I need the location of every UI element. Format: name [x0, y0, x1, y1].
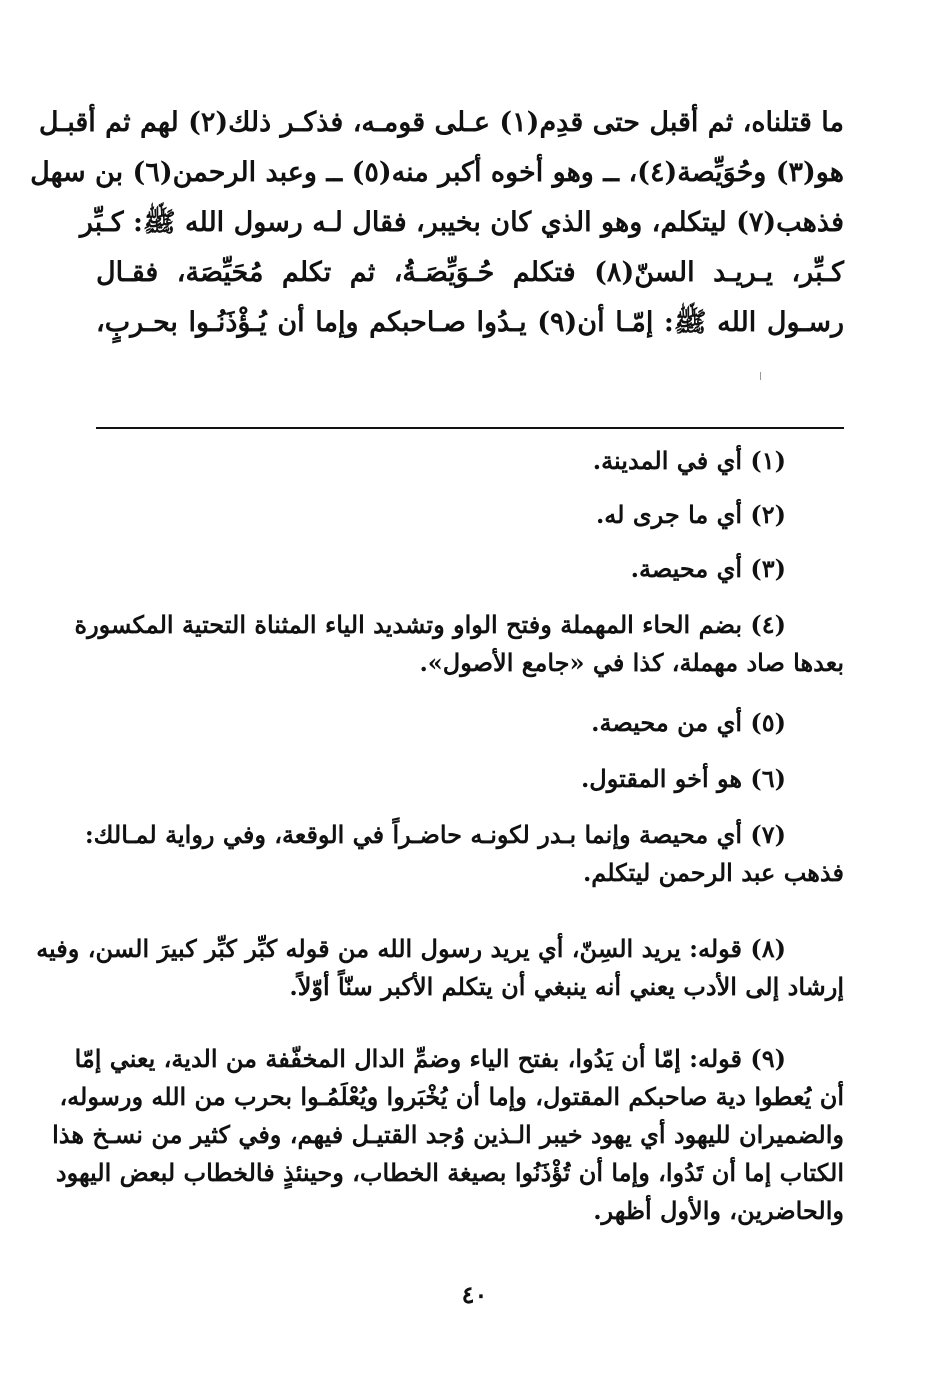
- footnote-3: [631, 550, 844, 588]
- footnote-line: (٤) بضم الحاء المهملة وفتح الواو وتشديد الياء المثناة التحتية المكسورة: [74, 610, 786, 639]
- footnote-line: (٥) أي من محيصة.: [591, 708, 786, 737]
- main-line: هو(٣) وحُوَيِّصة(٤)، ــ وهو أخوه أكبر منه(٥) ــ وعبد الرحمن(٦) بن سهل: [30, 157, 844, 188]
- footnote-line: الكتاب إما أن تَدُوا، وإما أن تُؤْذَنُوا بصيغة الخطاب، وحينئذٍ فالخطاب لبعض اليهود: [55, 1158, 844, 1187]
- footnote-2: [596, 496, 844, 534]
- footnote-6: [581, 760, 844, 798]
- footnote-7: [84, 816, 844, 892]
- footnote-line: إرشاد إلى الأدب يعني أنه ينبغي أن يتكلم الأكبر سنّاً أوّلاً.: [289, 972, 844, 1001]
- footnote-line: (٢) أي ما جرى له.: [595, 500, 786, 529]
- footnote-line: (٦) هو أخو المقتول.: [580, 764, 786, 793]
- footnote-8: [36, 930, 844, 1006]
- footnote-4: [74, 606, 844, 682]
- footnote-line: فذهب عبد الرحمن ليتكلم.: [582, 858, 844, 887]
- footnote-separator: [96, 427, 844, 429]
- footnote-line: (٧) أي محيصة وإنما بـدر لكونـه حاضـراً في الوقعة، وفي رواية لمـالك:: [84, 820, 786, 849]
- footnote-line: والضميران لليهود أي يهود خيبر الـذين وُجد القتيـل فيهم، وفي كثير من نسـخ هذا: [52, 1120, 844, 1149]
- stray-mark: [760, 372, 761, 380]
- footnote-line: (٣) أي محيصة.: [630, 554, 786, 583]
- footnote-line: (٩) قوله: إمّا أن يَدُوا، بفتح الياء وضمِّ الدال المخفّفة من الدية، يعني إمّا: [74, 1044, 786, 1073]
- main-line: كـبِّر، يـريـد السنّ(٨) فتكلم حُـوَيِّصَـةُ، ثم تكلم مُحَيِّصَة، فقـال: [96, 257, 844, 288]
- footnote-line: (١) أي في المدينة.: [592, 446, 786, 475]
- footnote-1: [593, 442, 844, 480]
- footnote-5: [591, 704, 844, 742]
- footnote-line: أن يُعطوا دية صاحبكم المقتول، وإما أن يُخْبَروا ويُعْلَمُـوا بحرب من الله ورسوله،: [59, 1082, 844, 1111]
- footnote-line: بعدها صاد مهملة، كذا في «جامع الأصول».: [419, 648, 844, 677]
- footnote-line: (٨) قوله: يريد السِنّ، أي يريد رسول الله من قوله كبِّر كبِّر كبيرَ السن، وفيه: [36, 934, 786, 963]
- main-line: رسـول الله ﷺ: إمّـا أن(٩) يـدُوا صـاحبكم وإما أن يُـؤْذَنُـوا بحـربٍ،: [96, 307, 844, 338]
- footnote-line: والحاضرين، والأول أظهر.: [593, 1196, 844, 1225]
- main-line: ما قتلناه، ثم أقبل حتى قدِم(١) عـلى قومـه، فذكـر ذلك(٢) لهم ثم أقبـل: [38, 107, 844, 138]
- main-line: فذهب(٧) ليتكلم، وهو الذي كان بخيبر، فقال لـه رسول الله ﷺ: كـبِّر: [79, 207, 844, 238]
- main-text: [30, 98, 844, 348]
- page-number: ٤٠: [461, 1280, 488, 1309]
- footnote-9: [52, 1040, 844, 1230]
